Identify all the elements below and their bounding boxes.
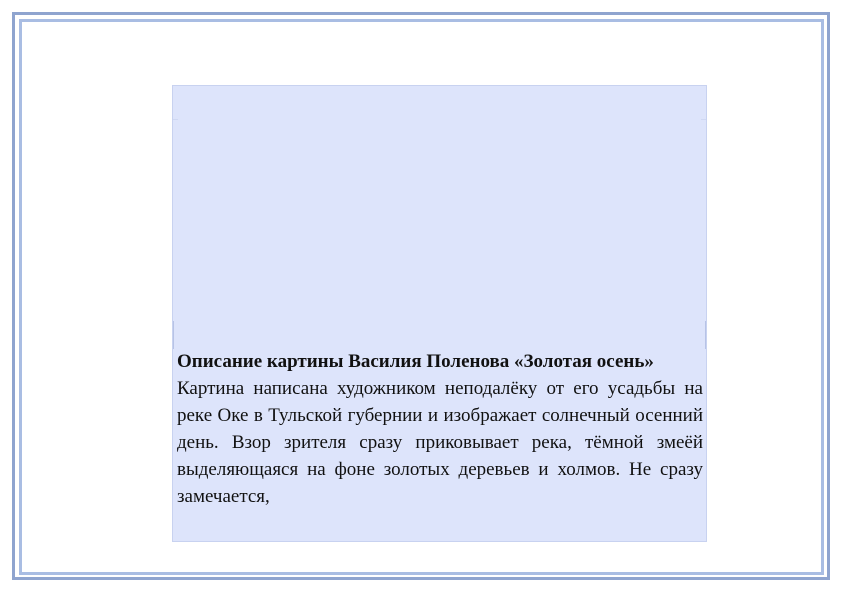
card-header-band	[173, 86, 706, 120]
document-title: Описание картины Василия Поленова «Золотая осень»	[177, 351, 654, 372]
painting-image-placeholder	[178, 119, 701, 349]
document-body-text: Картина написана художником неподалёку от его усадьбы на реке Оке в Тульской губернии и изображает солнечный осенний день. Взор зрителя сразу приковывает река, тёмной змеёй выделяющаяся на фоне золотых деревьев и холмов. Не сразу замечается,	[177, 378, 703, 507]
text-block	[177, 348, 703, 510]
content-card	[172, 85, 707, 542]
